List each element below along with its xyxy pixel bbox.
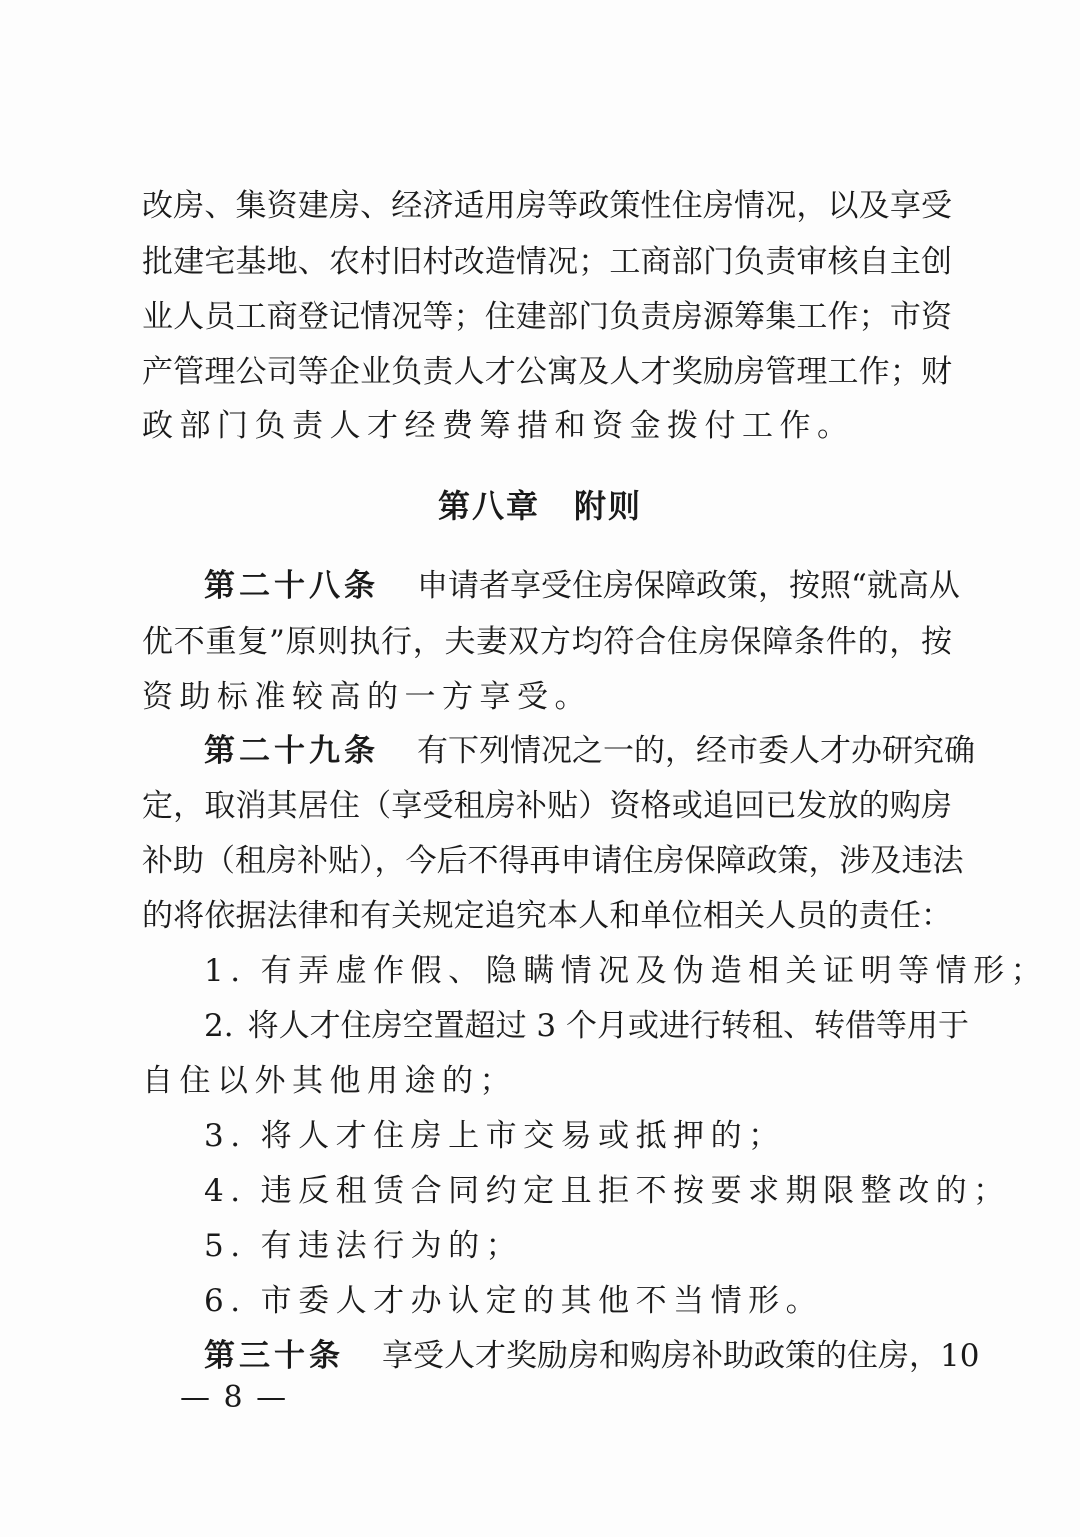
list-item-number: 5. [204, 1228, 247, 1264]
article-30-first-line [204, 1336, 980, 1376]
paragraph-line: 补助（租房补贴），今后不得再申请住房保障政策，涉及违法 [142, 843, 964, 879]
paragraph-line: 改房、集资建房、经济适用房等政策性住房情况，以及享受 [142, 188, 952, 224]
list-item-number: 2. [204, 1008, 234, 1044]
list-item [204, 951, 1049, 991]
article-29-label: 第二十九条 [204, 733, 379, 769]
article-28-label: 第二十八条 [204, 568, 379, 604]
list-item [204, 1006, 970, 1046]
list-item-number: 3. [204, 1118, 247, 1154]
page-number: — 8 — [180, 1380, 289, 1415]
article-30-label: 第三十条 [204, 1338, 344, 1374]
list-item-text: 将人才住房空置超过 3 个月或进行转租、转借等用于 [247, 1008, 970, 1044]
paragraph-line: 定，取消其居住（享受租房补贴）资格或追回已发放的购房 [142, 788, 952, 824]
chapter-title: 附则 [574, 487, 643, 525]
article-29-text: 有下列情况之一的，经市委人才办研究确 [417, 733, 975, 769]
article-28-text: 申请者享受住房保障政策，按照“就高从 [417, 568, 960, 604]
paragraph-line: 的将依据法律和有关规定追究本人和单位相关人员的责任： [142, 898, 952, 934]
chapter-number: 第八章 [437, 487, 540, 525]
list-item-number: 1. [204, 953, 247, 989]
list-item-number: 4. [204, 1173, 247, 1209]
list-item-text: 市委人才办认定的其他不当情形。 [260, 1283, 824, 1319]
chapter-heading [0, 486, 1080, 526]
list-item [204, 1281, 952, 1321]
list-item [204, 1226, 952, 1266]
list-item-text: 有弄虚作假、隐瞒情况及伪造相关证明等情形； [260, 953, 1049, 989]
paragraph-line: 产管理公司等企业负责人才公寓及人才奖励房管理工作；财 [142, 354, 952, 390]
article-30-text: 享受人才奖励房和购房补助政策的住房，10 [382, 1338, 980, 1374]
list-item-continuation: 自住以外其他用途的； [142, 1063, 517, 1099]
list-item-text: 将人才住房上市交易或抵押的； [260, 1118, 786, 1154]
list-item-text: 有违法行为的； [260, 1228, 524, 1264]
paragraph-line: 政部门负责人才经费筹措和资金拨付工作。 [142, 408, 855, 444]
article-28-first-line [204, 566, 960, 606]
paragraph-line: 业人员工商登记情况等；住建部门负责房源筹集工作；市资 [142, 299, 952, 335]
list-item [204, 1171, 1011, 1211]
paragraph-line: 批建宅基地、农村旧村改造情况；工商部门负责审核自主创 [142, 244, 952, 280]
list-item-text: 违反租赁合同约定且拒不按要求期限整改的； [260, 1173, 1011, 1209]
list-item-number: 6. [204, 1283, 247, 1319]
article-29-first-line [204, 731, 975, 771]
list-item [204, 1116, 952, 1156]
paragraph-line: 优不重复”原则执行，夫妻双方均符合住房保障条件的，按 [142, 624, 952, 660]
paragraph-line: 资助标准较高的一方享受。 [142, 679, 592, 715]
